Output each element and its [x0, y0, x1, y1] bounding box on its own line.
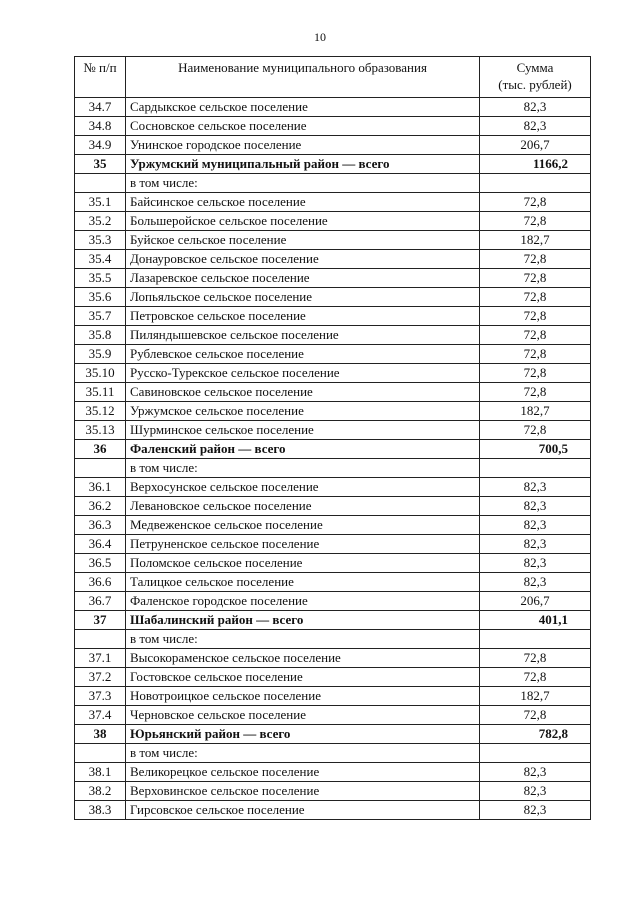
- municipality-name: Фаленский район — всего: [126, 440, 480, 459]
- table-row: [75, 687, 591, 706]
- district-total-row: [75, 611, 591, 630]
- amount: 72,8: [480, 421, 591, 440]
- row-number: 37.2: [75, 668, 126, 687]
- row-number: 35.13: [75, 421, 126, 440]
- table-row: [75, 763, 591, 782]
- amount: 82,3: [480, 516, 591, 535]
- municipality-name: Высокораменское сельское поселение: [126, 649, 480, 668]
- municipality-name: Сардыкское сельское поселение: [126, 98, 480, 117]
- amount: 82,3: [480, 478, 591, 497]
- subheading-row: [75, 459, 591, 478]
- amount: 72,8: [480, 269, 591, 288]
- amount: 82,3: [480, 763, 591, 782]
- row-number: 35.11: [75, 383, 126, 402]
- amount: [480, 459, 591, 478]
- municipality-name: Черновское сельское поселение: [126, 706, 480, 725]
- amount: 82,3: [480, 801, 591, 820]
- amount: 206,7: [480, 592, 591, 611]
- municipality-name: Унинское городское поселение: [126, 136, 480, 155]
- column-header-sum: [480, 57, 591, 98]
- column-header-number: № п/п: [75, 57, 126, 98]
- row-number: 37.3: [75, 687, 126, 706]
- row-number: 37.4: [75, 706, 126, 725]
- amount: 72,8: [480, 193, 591, 212]
- table-row: [75, 193, 591, 212]
- table-row: [75, 117, 591, 136]
- row-number: [75, 174, 126, 193]
- row-number: 35.2: [75, 212, 126, 231]
- row-number: 35: [75, 155, 126, 174]
- municipality-name: Уржумский муниципальный район — всего: [126, 155, 480, 174]
- municipality-name: Петруненское сельское поселение: [126, 535, 480, 554]
- table-row: [75, 535, 591, 554]
- amount: 72,8: [480, 250, 591, 269]
- amount: [480, 174, 591, 193]
- row-number: 36.6: [75, 573, 126, 592]
- municipality-name: Юрьянский район — всего: [126, 725, 480, 744]
- table-row: [75, 326, 591, 345]
- column-header-sum-unit: (тыс. рублей): [498, 77, 572, 92]
- row-number: 36.3: [75, 516, 126, 535]
- column-header-sum-title: Сумма: [516, 60, 554, 75]
- row-number: 36.4: [75, 535, 126, 554]
- row-number: 38.2: [75, 782, 126, 801]
- amount: 82,3: [480, 573, 591, 592]
- amount: 82,3: [480, 117, 591, 136]
- amount: 206,7: [480, 136, 591, 155]
- municipality-name: Гирсовское сельское поселение: [126, 801, 480, 820]
- municipality-name: Шурминское сельское поселение: [126, 421, 480, 440]
- municipality-name: в том числе:: [126, 630, 480, 649]
- municipality-name: Русско-Турекское сельское поселение: [126, 364, 480, 383]
- municipality-name: Лопьяльское сельское поселение: [126, 288, 480, 307]
- table-row: [75, 250, 591, 269]
- amount: 72,8: [480, 668, 591, 687]
- amount: 82,3: [480, 782, 591, 801]
- row-number: 35.12: [75, 402, 126, 421]
- municipality-name: Лазаревское сельское поселение: [126, 269, 480, 288]
- row-number: 38.3: [75, 801, 126, 820]
- row-number: 36.1: [75, 478, 126, 497]
- subheading-row: [75, 174, 591, 193]
- table-row: [75, 668, 591, 687]
- row-number: 35.8: [75, 326, 126, 345]
- row-number: 35.10: [75, 364, 126, 383]
- row-number: 35.1: [75, 193, 126, 212]
- table-row: [75, 98, 591, 117]
- municipality-name: Медвеженское сельское поселение: [126, 516, 480, 535]
- page-number: 10: [314, 30, 326, 44]
- row-number: 35.9: [75, 345, 126, 364]
- table-row: [75, 402, 591, 421]
- row-number: 36.5: [75, 554, 126, 573]
- amount: 82,3: [480, 98, 591, 117]
- row-number: 35.7: [75, 307, 126, 326]
- table-row: [75, 231, 591, 250]
- table-row: [75, 497, 591, 516]
- row-number: 38.1: [75, 763, 126, 782]
- amount: 82,3: [480, 535, 591, 554]
- table-row: [75, 383, 591, 402]
- municipality-name: Верхосунское сельское поселение: [126, 478, 480, 497]
- municipality-name: Большеройское сельское поселение: [126, 212, 480, 231]
- amount: 72,8: [480, 383, 591, 402]
- amount: 72,8: [480, 212, 591, 231]
- amount: 182,7: [480, 687, 591, 706]
- municipality-name: Новотроицкое сельское поселение: [126, 687, 480, 706]
- table-row: [75, 516, 591, 535]
- table-row: [75, 307, 591, 326]
- table-header-row: [75, 57, 591, 98]
- table-row: [75, 782, 591, 801]
- municipality-name: в том числе:: [126, 459, 480, 478]
- municipality-name: Верховинское сельское поселение: [126, 782, 480, 801]
- municipality-name: Савиновское сельское поселение: [126, 383, 480, 402]
- subheading-row: [75, 744, 591, 763]
- row-number: 36: [75, 440, 126, 459]
- municipality-name: Рублевское сельское поселение: [126, 345, 480, 364]
- row-number: [75, 459, 126, 478]
- table-row: [75, 554, 591, 573]
- municipality-name: Буйское сельское поселение: [126, 231, 480, 250]
- amount: [480, 630, 591, 649]
- amount: 782,8: [480, 725, 591, 744]
- district-total-row: [75, 440, 591, 459]
- table-row: [75, 592, 591, 611]
- municipality-name: Талицкое сельское поселение: [126, 573, 480, 592]
- municipality-name: Байсинское сельское поселение: [126, 193, 480, 212]
- amount: 82,3: [480, 497, 591, 516]
- table-row: [75, 478, 591, 497]
- municipality-name: Великорецкое сельское поселение: [126, 763, 480, 782]
- amount: 182,7: [480, 402, 591, 421]
- municipality-name: Поломское сельское поселение: [126, 554, 480, 573]
- table-row: [75, 345, 591, 364]
- amount: 72,8: [480, 307, 591, 326]
- table-row: [75, 136, 591, 155]
- row-number: 35.6: [75, 288, 126, 307]
- municipality-name: Уржумское сельское поселение: [126, 402, 480, 421]
- row-number: 37.1: [75, 649, 126, 668]
- municipality-name: Донауровское сельское поселение: [126, 250, 480, 269]
- amount: 72,8: [480, 706, 591, 725]
- amount: [480, 744, 591, 763]
- row-number: 38: [75, 725, 126, 744]
- table-row: [75, 421, 591, 440]
- subheading-row: [75, 630, 591, 649]
- row-number: 36.7: [75, 592, 126, 611]
- row-number: 34.9: [75, 136, 126, 155]
- municipality-name: Пиляндышевское сельское поселение: [126, 326, 480, 345]
- municipality-name: Левановское сельское поселение: [126, 497, 480, 516]
- row-number: 37: [75, 611, 126, 630]
- municipality-name: Петровское сельское поселение: [126, 307, 480, 326]
- allocation-table: [74, 56, 591, 820]
- row-number: [75, 630, 126, 649]
- municipality-name: Фаленское городское поселение: [126, 592, 480, 611]
- amount: 700,5: [480, 440, 591, 459]
- table-row: [75, 288, 591, 307]
- table-row: [75, 649, 591, 668]
- amount: 72,8: [480, 288, 591, 307]
- amount: 82,3: [480, 554, 591, 573]
- row-number: 34.7: [75, 98, 126, 117]
- row-number: 34.8: [75, 117, 126, 136]
- row-number: [75, 744, 126, 763]
- amount: 72,8: [480, 326, 591, 345]
- amount: 72,8: [480, 345, 591, 364]
- table-row: [75, 212, 591, 231]
- municipality-name: Шабалинский район — всего: [126, 611, 480, 630]
- district-total-row: [75, 155, 591, 174]
- amount: 72,8: [480, 649, 591, 668]
- column-header-name: Наименование муниципального образования: [126, 57, 480, 98]
- row-number: 35.3: [75, 231, 126, 250]
- municipality-name: Сосновское сельское поселение: [126, 117, 480, 136]
- municipality-name: в том числе:: [126, 744, 480, 763]
- amount: 401,1: [480, 611, 591, 630]
- row-number: 36.2: [75, 497, 126, 516]
- row-number: 35.4: [75, 250, 126, 269]
- municipality-name: в том числе:: [126, 174, 480, 193]
- amount: 182,7: [480, 231, 591, 250]
- amount: 72,8: [480, 364, 591, 383]
- row-number: 35.5: [75, 269, 126, 288]
- municipality-name: Гостовское сельское поселение: [126, 668, 480, 687]
- table-row: [75, 573, 591, 592]
- table-row: [75, 801, 591, 820]
- table-row: [75, 364, 591, 383]
- table-row: [75, 269, 591, 288]
- table-body: [75, 98, 591, 820]
- amount: 1166,2: [480, 155, 591, 174]
- district-total-row: [75, 725, 591, 744]
- table-row: [75, 706, 591, 725]
